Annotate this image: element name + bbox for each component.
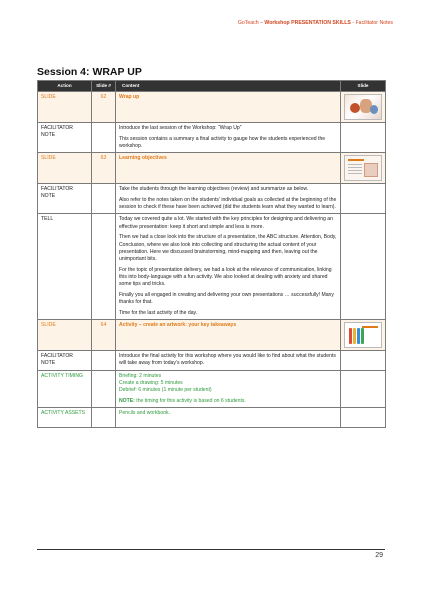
slide-number-cell: 62 bbox=[92, 92, 116, 123]
slide-title-cell: Learning objectives bbox=[116, 153, 341, 184]
footer-divider bbox=[37, 549, 385, 550]
table-row bbox=[38, 351, 386, 370]
header-suffix: Facilitator Notes bbox=[355, 20, 393, 26]
slide-number-cell: 64 bbox=[92, 320, 116, 351]
slide-62-thumbnail bbox=[344, 94, 382, 120]
action-cell: SLIDE bbox=[38, 153, 92, 184]
facilitator-notes-table bbox=[37, 80, 386, 428]
content-cell: Today we covered quite a lot. We started with the key principles for designing and delivering an effective presentation: keep it short and simple and less is more. Then we had a close look into the structure of a presentation, the ABC structure. Attention, Body, Conclusion, where we also look into collecting and structuring the actual content of your presentation. Here we discussed brainstorming, mind-mapping and then, leaving out the unimportant bits. For the topic of presentation delivery, we had a look at the relevance of communication, linking this into body-language with a fun activity. We also looked at dealing with anxiety and shared some tips and tricks. Finally you all engaged in creating and delivering your own presentations … successfully! Many thanks for that. Time for the last activity of the day. bbox=[116, 214, 341, 320]
slide-64-thumbnail bbox=[344, 322, 382, 348]
slide-63-thumbnail bbox=[344, 155, 382, 181]
table-row bbox=[38, 184, 386, 214]
header-brand: GoTeach bbox=[237, 20, 259, 26]
content-cell: Take the students through the learning objectives (review) and summarize as below. Also refer to the notes taken on the students’ individual goals as collected at the beginning of the session to check if these have been achieved (did the students learn what they wanted to learn). bbox=[116, 184, 341, 214]
column-header-slide-number: Slide # bbox=[92, 81, 116, 92]
slide-number-cell: 63 bbox=[92, 153, 116, 184]
action-cell: TELL bbox=[38, 214, 92, 320]
action-cell: ACTIVITY TIMING bbox=[38, 370, 92, 407]
content-cell: Briefing: 2 minutes Create a drawing: 5 minutes Debrief: 6 minutes (1 minute per student) NOTE: the timing for this activity is based on 6 students. bbox=[116, 370, 341, 407]
column-header-content: Content bbox=[116, 81, 341, 92]
content-cell: Introduce the final activity for this workshop where you would like to find about what the students will take away from today’s workshop. bbox=[116, 351, 341, 370]
session-title: Session 4: WRAP UP bbox=[37, 66, 142, 78]
content-cell: Pencils and workbook. bbox=[116, 408, 341, 428]
table-row bbox=[38, 370, 386, 407]
slide-title-cell: Activity – create an artwork: your key takeaways bbox=[116, 320, 341, 351]
column-header-slide: Slide bbox=[341, 81, 386, 92]
table-row bbox=[38, 214, 386, 320]
action-cell: FACILITATOR NOTE bbox=[38, 123, 92, 153]
action-cell: FACILITATOR NOTE bbox=[38, 184, 92, 214]
table-row bbox=[38, 408, 386, 428]
table-row bbox=[38, 123, 386, 153]
table-row bbox=[38, 153, 386, 184]
slide-thumbnail-cell bbox=[341, 92, 386, 123]
action-cell: ACTIVITY ASSETS bbox=[38, 408, 92, 428]
action-cell: FACILITATOR NOTE bbox=[38, 351, 92, 370]
table-row bbox=[38, 320, 386, 351]
page-header: GoTeach – Workshop PRESENTATION SKILLS - Facilitator Notes bbox=[237, 20, 393, 26]
content-cell: Introduce the last session of the Workshop: “Wrap Up” This session contains a summary a final activity to gauge how the students experienced the workshop. bbox=[116, 123, 341, 153]
page-number: 29 bbox=[375, 552, 383, 559]
column-header-action: Action bbox=[38, 81, 92, 92]
slide-thumbnail-cell bbox=[341, 153, 386, 184]
table-row bbox=[38, 92, 386, 123]
action-cell: SLIDE bbox=[38, 320, 92, 351]
slide-thumbnail-cell bbox=[341, 320, 386, 351]
slide-title-cell: Wrap up bbox=[116, 92, 341, 123]
action-cell: SLIDE bbox=[38, 92, 92, 123]
header-workshop: Workshop PRESENTATION SKILLS bbox=[264, 20, 351, 26]
